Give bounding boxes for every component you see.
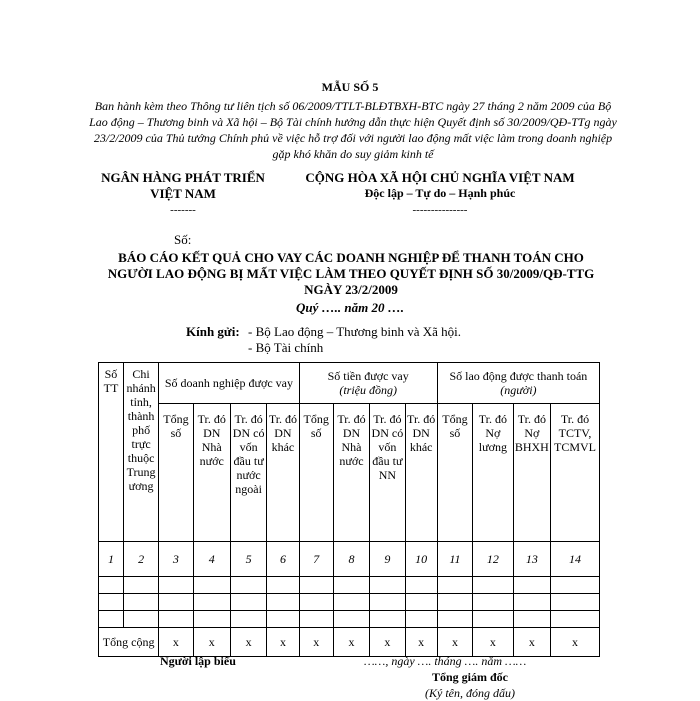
total-cell: x — [437, 628, 472, 657]
report-period: Quý ….. năm 20 …. — [296, 300, 404, 315]
form-number: MẪU SỐ 5 — [321, 80, 379, 94]
total-cell: x — [405, 628, 437, 657]
recipients-label: Kính gửi: — [186, 324, 240, 339]
total-cell: x — [370, 628, 405, 657]
table-row — [99, 577, 600, 594]
signature-note: (Ký tên, đóng dấu) — [425, 686, 515, 700]
recipient-ministry-labour: - Bộ Lao động – Thương binh và Xã hội. — [248, 324, 461, 339]
date-line: ……, ngày …. tháng …. năm …… — [364, 654, 527, 668]
sub-header: Tr. đó Nợ BHXH — [513, 404, 550, 542]
column-number: 4 — [193, 542, 230, 577]
table-row — [99, 611, 600, 628]
column-number: 7 — [299, 542, 333, 577]
sub-header: Tr. đó DN có vốn đầu tư NN — [370, 404, 405, 542]
header-stt: Số TT — [99, 363, 124, 542]
total-cell: x — [333, 628, 369, 657]
report-table — [98, 362, 600, 657]
column-number: 6 — [267, 542, 299, 577]
motto-divider: --------------- — [412, 204, 468, 216]
column-number: 9 — [370, 542, 405, 577]
column-number: 1 — [99, 542, 124, 577]
bank-name-line2: VIỆT NAM — [150, 186, 216, 201]
bank-name-line1: NGÂN HÀNG PHÁT TRIỂN — [101, 170, 265, 185]
total-cell: x — [230, 628, 266, 657]
total-cell: x — [299, 628, 333, 657]
bank-divider: ------- — [170, 204, 196, 216]
total-row — [99, 628, 600, 657]
sub-header: Tổng số — [299, 404, 333, 542]
sub-header: Tr. đó DN Nhà nước — [193, 404, 230, 542]
republic-name: CỘNG HÒA XÃ HỘI CHỦ NGHĨA VIỆT NAM — [305, 170, 575, 185]
column-number: 3 — [159, 542, 193, 577]
total-cell: x — [159, 628, 193, 657]
sub-header: Tr. đó DN có vốn đầu tư nước ngoài — [230, 404, 266, 542]
column-number: 8 — [333, 542, 369, 577]
total-cell: x — [551, 628, 600, 657]
motto: Độc lập – Tự do – Hạnh phúc — [364, 186, 516, 200]
header-workers: Số lao động được thanh toán (người) — [437, 363, 599, 404]
sub-header: Tr. đó Nợ lương — [473, 404, 514, 542]
document-number-label: Số: — [174, 232, 192, 247]
column-number: 13 — [513, 542, 550, 577]
header-loan-amount: Số tiền được vay (triệu đồng) — [299, 363, 437, 404]
total-cell: x — [267, 628, 299, 657]
column-number: 2 — [123, 542, 158, 577]
director-label: Tổng giám đốc — [431, 670, 508, 684]
sub-header: Tr. đó DN khác — [267, 404, 299, 542]
total-label: Tổng cộng — [99, 628, 159, 657]
table-row — [99, 594, 600, 611]
column-number: 5 — [230, 542, 266, 577]
total-cell: x — [193, 628, 230, 657]
report-title: BÁO CÁO KẾT QUẢ CHO VAY CÁC DOANH NGHIỆP ĐỂ THANH TOÁN CHO NGƯỜI LAO ĐỘNG BỊ MẤT VIỆC LÀM THEO QUYẾT ĐỊNH SỐ 30/2009/QĐ-TTG NGÀY 23/2/2009 — [107, 250, 595, 297]
column-number: 14 — [551, 542, 600, 577]
column-number: 10 — [405, 542, 437, 577]
sub-header: Tr. đó DN khác — [405, 404, 437, 542]
header-branch: Chi nhánh tỉnh, thành phố trực thuộc Trung ương — [123, 363, 158, 542]
header-enterprises: Số doanh nghiệp được vay — [159, 363, 299, 404]
total-cell: x — [513, 628, 550, 657]
sub-header: Tổng số — [437, 404, 472, 542]
column-number-row — [99, 542, 600, 577]
sub-header: Tr. đó TCTV, TCMVL — [551, 404, 600, 542]
issuance-note: Ban hành kèm theo Thông tư liên tịch số 06/2009/TTLT-BLĐTBXH-BTC ngày 27 tháng 2 năm 2009 của Bộ Lao động – Thương binh và Xã hội – Bộ Tài chính hướng dẫn thực hiện Quyết định số 30/2009/QĐ-TTg ngày 23/2/2009 của Thủ tướng Chính phủ về việc hỗ trợ đối với người lao động mất việc làm trong doanh nghiệp gặp khó khăn do suy giảm kinh tế — [89, 99, 617, 161]
preparer-label: Người lập biểu — [160, 654, 236, 668]
sub-header: Tổng số — [159, 404, 193, 542]
column-number: 12 — [473, 542, 514, 577]
column-number: 11 — [437, 542, 472, 577]
total-cell: x — [473, 628, 514, 657]
recipient-ministry-finance: - Bộ Tài chính — [248, 340, 324, 355]
sub-header: Tr. đó DN Nhà nước — [333, 404, 369, 542]
